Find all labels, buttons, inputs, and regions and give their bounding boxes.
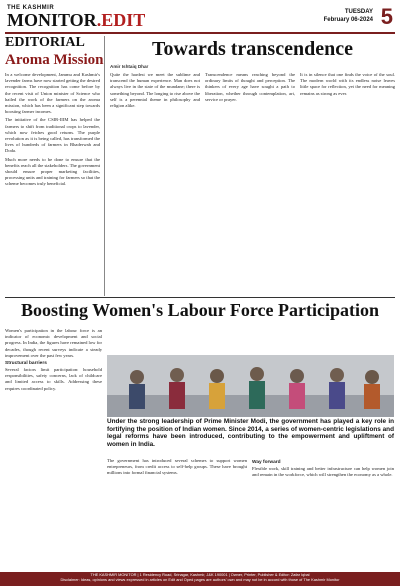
main-article-left (5, 328, 102, 568)
section-title: EDITORIAL (5, 35, 85, 50)
footer-imprint: THE KASHMIR MONITOR | 1 Residency Road, Srinagar, Kashmir, J&K 190001 | Owner, Printer, Publisher & Editor: Zafar Iqbal (90, 572, 310, 577)
article-headline: Towards transcendence (152, 38, 353, 60)
main-article-subhead: Way forward (252, 460, 281, 465)
main-article-paragraph: Women's participation in the labour force is an indicator of economic development and social progress. In India, the figures have remained low for decades, though recent surveys indicate a steady improvement over the past few years. (5, 328, 102, 358)
main-article-paragraph: Flexible work, skill training and better infrastructure can help women join and remain in the workforce, which will strengthen the economy as a whole. (252, 466, 394, 478)
editorial-paragraph: Much more needs to be done to ensure that the benefits reach all the stakeholders. The government should ensure proper marketing facilities, processing units and training for farmers so that the scheme becomes truly beneficial. (5, 156, 100, 187)
main-article-center (107, 458, 247, 568)
editorial-body (5, 72, 100, 296)
column-divider (104, 36, 105, 296)
brand-top: THE KASHMIR (7, 5, 55, 11)
article-byline: Amir Ishtaiq Dhar (110, 64, 149, 69)
main-headline: Boosting Women's Labour Force Participation (20, 300, 379, 320)
main-article-paragraph: Several factors limit participation: household responsibilities, safety concerns, lack of childcare and limited access to skills. Addressing these requires coordinated policy. (5, 367, 102, 391)
section-divider (5, 297, 395, 298)
article-column: It is in silence that one finds the voice of the soul. The modern world with its endless noise leaves little space for reflection, yet the need for meaning remains as strong as ever. (300, 72, 395, 96)
editorial-paragraph: The initiative of the CSIR-IIIM has helped the farmers to shift from traditional crops to lavender, which now fetches good returns. The purple revolution as it is being called, has transformed the lives of hundreds of farmers in Bhaderwah and Doda. (5, 117, 100, 154)
photo-caption: Under the strong leadership of Prime Minister Modi, the government has played a key role in fortifying the position of Indian women. Since 2014, a series of women-centric legislations and legal reforms have been introduced, contributing to the empowerment and upliftment of women in India. (107, 418, 394, 448)
main-article-subhead: Structural barriers (5, 361, 47, 367)
issue-date-text: February 06-2024 (323, 17, 373, 23)
editorial-paragraph: In a welcome development, Jammu and Kashmir's lavender farms have now started getting the desired recognition. The recognition has come before by the recent visit of Union minister of Science who hailed the work of the farmers on the aroma mission, which has been a significant step towards boosting farmer incomes. (5, 72, 100, 115)
page-number: 5 (380, 4, 393, 29)
main-article-right (252, 458, 394, 568)
editorial-title: Aroma Mission (5, 52, 104, 68)
brand-edit: .EDIT (96, 10, 146, 30)
article-column: Quite the hardest we meet the sublime and transcend the human experience. Man does not always live in the state of the mundane; there is something beyond. The longing to rise above the self is a perennial theme in philosophy and religion alike. (110, 72, 200, 109)
page-footer (0, 572, 400, 586)
brand-name: MONITOR (7, 10, 97, 30)
article-photo (107, 355, 394, 417)
photo-image (107, 355, 394, 417)
issue-date (324, 8, 373, 24)
article-column: Transcendence means reaching beyond the ordinary limits of thought and perception. The thinkers of every age have sought a path to liberation, whether through contemplation, art, service or prayer. (205, 72, 295, 102)
brand-logo (7, 11, 145, 29)
issue-day: TUESDAY (344, 9, 373, 15)
masthead (5, 4, 395, 34)
footer-disclaimer: Disclaimer: Ideas, opinions and views expressed in articles on Edit and Oped pages are authors' own and may not be in accord with those of The Kashmir Monitor (60, 577, 340, 582)
main-article-paragraph: The government has introduced several schemes to support women entrepreneurs, from credit access to self-help groups. These have brought millions into formal financial systems. (107, 458, 247, 476)
